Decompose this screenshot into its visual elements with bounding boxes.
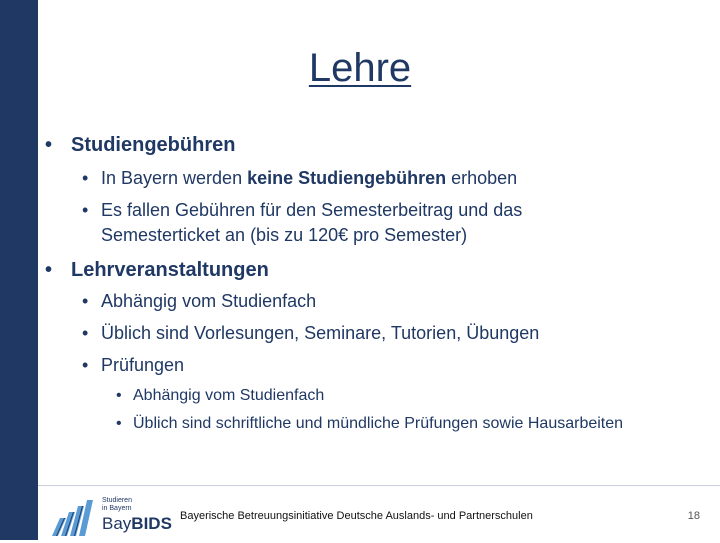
bullet-marker: • xyxy=(82,168,89,188)
studieren-in-bayern-logo: Studieren in Bayern BayBIDS xyxy=(50,496,160,538)
list-item: • In Bayern werden keine Studiengebühren erhoben xyxy=(82,166,672,191)
slide-title: Lehre xyxy=(308,46,412,90)
bavaria-stripes-icon xyxy=(50,496,100,538)
bullet-marker: • xyxy=(116,415,122,432)
sub-list-item: • Abhängig vom Studienfach xyxy=(116,384,676,408)
sub-list-item: • Üblich sind schriftliche und mündliche Prüfungen sowie Hausarbeiten xyxy=(116,412,636,436)
bullet-marker: • xyxy=(82,200,89,220)
list-item: • Üblich sind Vorlesungen, Seminare, Tutorien, Übungen xyxy=(82,321,672,346)
bullet-marker: • xyxy=(45,134,53,156)
slide-footer xyxy=(38,485,720,541)
list-item: • Abhängig vom Studienfach xyxy=(82,289,672,314)
footer-text: Bayerische Betreuungsinitiative Deutsche Auslands- und Partnerschulen xyxy=(180,510,533,522)
list-item: • Es fallen Gebühren für den Semesterbeitrag und das Semesterticket an (bis zu 120€ pro Semester) xyxy=(82,198,642,248)
section-heading-studiengebuehren: • Studiengebühren xyxy=(45,134,236,156)
bullet-marker: • xyxy=(82,323,89,343)
page-number: 18 xyxy=(687,510,700,522)
bullet-marker: • xyxy=(116,387,122,404)
bullet-marker: • xyxy=(82,355,89,375)
bullet-marker: • xyxy=(82,291,89,311)
list-item: • Prüfungen xyxy=(82,353,672,378)
bullet-marker: • xyxy=(45,259,53,281)
section-heading-lehrveranstaltungen: • Lehrveranstaltungen xyxy=(45,259,269,281)
